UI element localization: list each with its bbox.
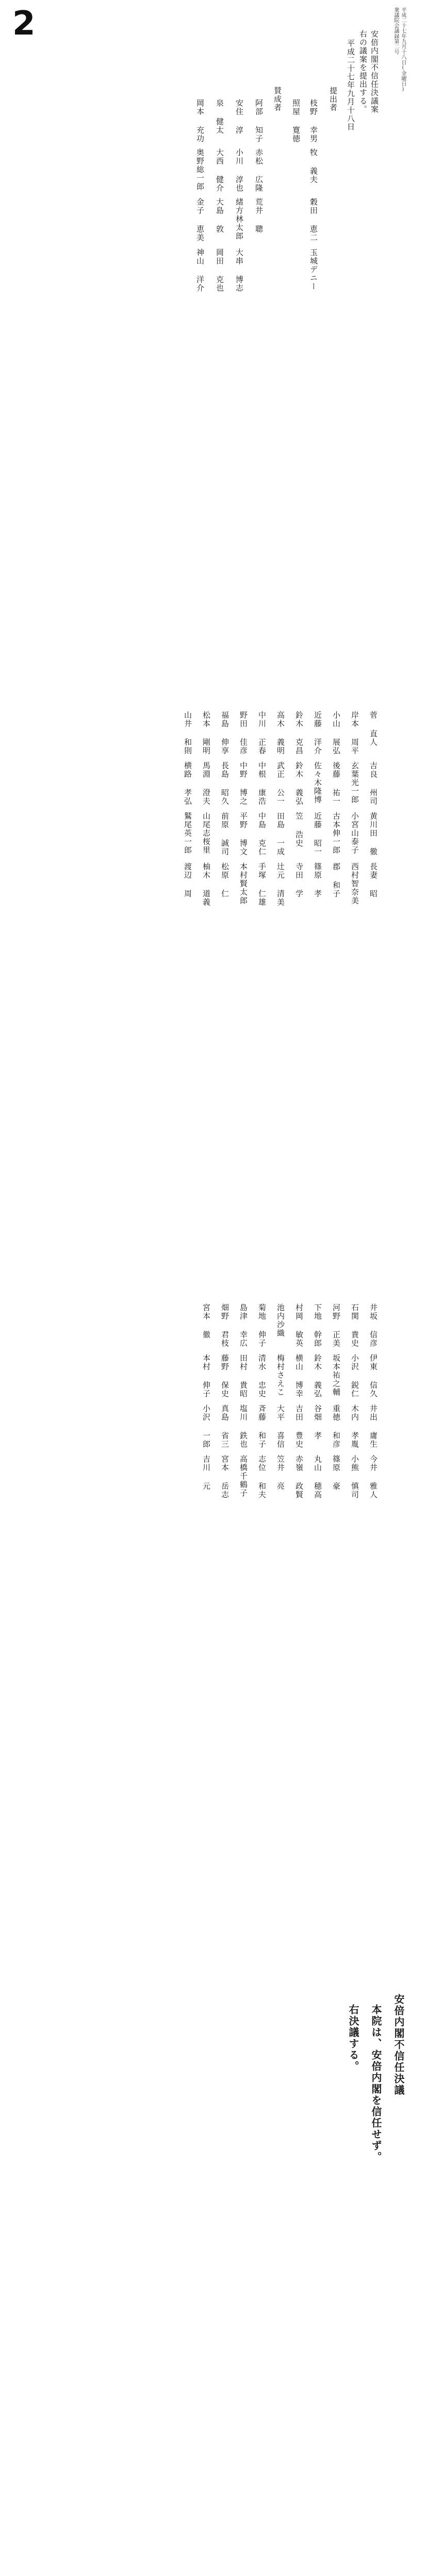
member-name: 志位 和夫 bbox=[257, 1455, 267, 1499]
member-name: 真島 省三 bbox=[220, 1404, 229, 1449]
member-name: 鷲尾英一郎 bbox=[183, 812, 192, 855]
member-name: 今井 雅人 bbox=[369, 1455, 378, 1499]
member-name: 小沢 一郎 bbox=[202, 1404, 211, 1449]
member-name: 斉藤 和子 bbox=[257, 1404, 267, 1449]
member-name: 中野 博之 bbox=[239, 761, 248, 806]
bill-title: 安倍内閣不信任決議案 bbox=[370, 30, 379, 113]
supporter-name: 泉 健太 bbox=[215, 99, 224, 134]
member-name: 吉田 豊史 bbox=[294, 1404, 304, 1449]
supporter-name: 大串 博志 bbox=[235, 248, 244, 293]
member-name: 塩川 鉄也 bbox=[239, 1404, 248, 1449]
member-name: 辻元 清美 bbox=[276, 862, 285, 907]
header-meta-date: 平成二十七年九月十八日(金曜日) bbox=[400, 7, 406, 93]
supporter-name: 神山 洋介 bbox=[195, 248, 205, 293]
supporter-name: 緒方林太郎 bbox=[235, 198, 244, 241]
member-name: 渡辺 周 bbox=[183, 862, 192, 898]
member-name: 田村 貴昭 bbox=[239, 1354, 248, 1398]
member-name: 佐々木隆博 bbox=[313, 761, 322, 804]
member-name: 畑野 君枝 bbox=[220, 1303, 229, 1348]
supporter-name: 阿部 知子 bbox=[254, 99, 264, 143]
member-name: 小宮山泰子 bbox=[350, 812, 359, 855]
member-name: 手塚 仁雄 bbox=[257, 862, 267, 907]
member-name: 宮本 岳志 bbox=[220, 1455, 229, 1499]
member-name: 篠原 孝 bbox=[313, 862, 322, 898]
member-name: 宮本 徹 bbox=[202, 1303, 211, 1339]
member-name: 吉良 州司 bbox=[369, 761, 378, 806]
proposer-name: 玉城デニー bbox=[309, 248, 318, 291]
supporter-name: 荒井 聰 bbox=[254, 198, 264, 233]
supporter-name: 小川 淳也 bbox=[235, 148, 244, 193]
proposers-label: 提出者 bbox=[329, 87, 338, 112]
member-name: 長島 昭久 bbox=[220, 761, 229, 806]
member-name: 横山 博幸 bbox=[294, 1354, 304, 1398]
member-name: 前原 誠司 bbox=[220, 812, 229, 856]
member-name: 西村智奈美 bbox=[350, 862, 359, 905]
resolution-closing: 右決議する。 bbox=[347, 2004, 359, 2072]
member-name: 清水 忠史 bbox=[257, 1354, 267, 1398]
supporter-name: 大島 敦 bbox=[215, 198, 224, 233]
member-name: 本村 伸子 bbox=[202, 1354, 211, 1398]
member-name: 坂本祐之輔 bbox=[332, 1354, 341, 1397]
member-name: 篠原 豪 bbox=[332, 1455, 341, 1490]
member-name: 鈴木 義弘 bbox=[313, 1354, 322, 1398]
member-name: 本村賢太郎 bbox=[239, 862, 248, 905]
member-name: 野田 佳彦 bbox=[239, 711, 248, 755]
member-name: 玄葉光一郎 bbox=[350, 761, 359, 804]
member-name: 鈴木 義弘 bbox=[294, 761, 304, 806]
member-name: 後藤 祐一 bbox=[332, 761, 341, 806]
supporter-name: 金子 恵美 bbox=[195, 198, 205, 242]
member-name: 梅村さえこ bbox=[276, 1354, 285, 1397]
member-name: 谷畑 孝 bbox=[313, 1404, 322, 1440]
member-name: 近藤 洋介 bbox=[313, 711, 322, 755]
member-name: 郡 和子 bbox=[332, 862, 341, 898]
member-name: 古本伸一郎 bbox=[332, 812, 341, 855]
member-name: 小山 展弘 bbox=[332, 711, 341, 755]
member-name: 池内沙織 bbox=[276, 1303, 285, 1337]
member-name: 平野 博文 bbox=[239, 812, 248, 856]
member-name: 松本 剛明 bbox=[202, 711, 211, 755]
member-name: 藤野 保史 bbox=[220, 1354, 229, 1398]
supporter-name: 奥野総一郎 bbox=[195, 148, 205, 191]
resolution-title: 安倍内閣不信任決議 bbox=[392, 1994, 405, 2096]
member-name: 福島 伸享 bbox=[220, 711, 229, 755]
member-name: 小沢 鋭仁 bbox=[350, 1354, 359, 1398]
member-name: 黄川田 徹 bbox=[369, 812, 378, 856]
supporter-name: 赤松 広隆 bbox=[254, 148, 264, 193]
member-name: 丸山 穂高 bbox=[313, 1455, 322, 1499]
proposer-name: 穀田 恵二 bbox=[309, 198, 318, 242]
member-name: 下地 幹郎 bbox=[313, 1303, 322, 1348]
member-name: 岸本 周平 bbox=[350, 711, 359, 755]
member-name: 笠井 亮 bbox=[276, 1455, 285, 1490]
member-name: 島津 幸広 bbox=[239, 1303, 248, 1348]
supporter-name: 大西 健介 bbox=[215, 148, 224, 193]
member-name: 赤嶺 政賢 bbox=[294, 1455, 304, 1499]
header-meta-record: 衆議院会議録第二号 bbox=[393, 7, 399, 55]
proposer-name: 牧 義夫 bbox=[309, 148, 318, 184]
page-number: 2 bbox=[12, 5, 36, 43]
member-name: 長妻 昭 bbox=[369, 862, 378, 898]
member-name: 笠 浩史 bbox=[294, 812, 304, 848]
member-name: 菊地 伸子 bbox=[257, 1303, 267, 1348]
supporter-name: 岡田 克也 bbox=[215, 248, 224, 293]
member-name: 山井 和則 bbox=[183, 711, 192, 755]
member-name: 伊東 信久 bbox=[369, 1354, 378, 1398]
bill-intro: 右の議案を提出する。 bbox=[358, 30, 368, 113]
member-name: 柚木 道義 bbox=[202, 862, 211, 907]
member-name: 高木 義明 bbox=[276, 711, 285, 755]
member-name: 石関 貴史 bbox=[350, 1303, 359, 1348]
member-name: 小熊 慎司 bbox=[350, 1455, 359, 1499]
member-name: 近藤 昭一 bbox=[313, 812, 322, 856]
proposer-name: 枝野 幸男 bbox=[309, 99, 318, 143]
member-name: 山尾志桜里 bbox=[202, 812, 211, 855]
member-name: 大平 喜信 bbox=[276, 1404, 285, 1449]
member-name: 河野 正美 bbox=[332, 1303, 341, 1348]
member-name: 松原 仁 bbox=[220, 862, 229, 898]
member-name: 中根 康浩 bbox=[257, 761, 267, 806]
member-name: 木内 孝胤 bbox=[350, 1404, 359, 1449]
member-name: 重徳 和彦 bbox=[332, 1404, 341, 1449]
member-name: 高橋千鶴子 bbox=[239, 1455, 248, 1498]
member-name: 中島 克仁 bbox=[257, 812, 267, 856]
submission-date: 平成二十七年九月十八日 bbox=[346, 39, 355, 131]
member-name: 武正 公一 bbox=[276, 761, 285, 806]
member-name: 井坂 信彦 bbox=[369, 1303, 378, 1348]
supporter-name: 安住 淳 bbox=[235, 99, 244, 134]
resolution-body: 本院は、安倍内閣を信任せず。 bbox=[370, 2004, 382, 2163]
member-name: 横路 孝弘 bbox=[183, 761, 192, 806]
member-name: 中川 正春 bbox=[257, 711, 267, 755]
member-name: 井出 庸生 bbox=[369, 1404, 378, 1449]
member-name: 村岡 敏英 bbox=[294, 1303, 304, 1348]
member-name: 鈴木 克昌 bbox=[294, 711, 304, 755]
proposer-name: 照屋 寛徳 bbox=[291, 99, 301, 143]
member-name: 菅 直人 bbox=[369, 711, 378, 747]
member-name: 田島 一成 bbox=[276, 812, 285, 856]
member-name: 寺田 学 bbox=[294, 862, 304, 898]
supporter-name: 岡本 充功 bbox=[195, 99, 205, 143]
member-name: 吉川 元 bbox=[202, 1455, 211, 1490]
supporters-label: 賛成者 bbox=[273, 87, 282, 112]
member-name: 馬淵 澄夫 bbox=[202, 761, 211, 806]
